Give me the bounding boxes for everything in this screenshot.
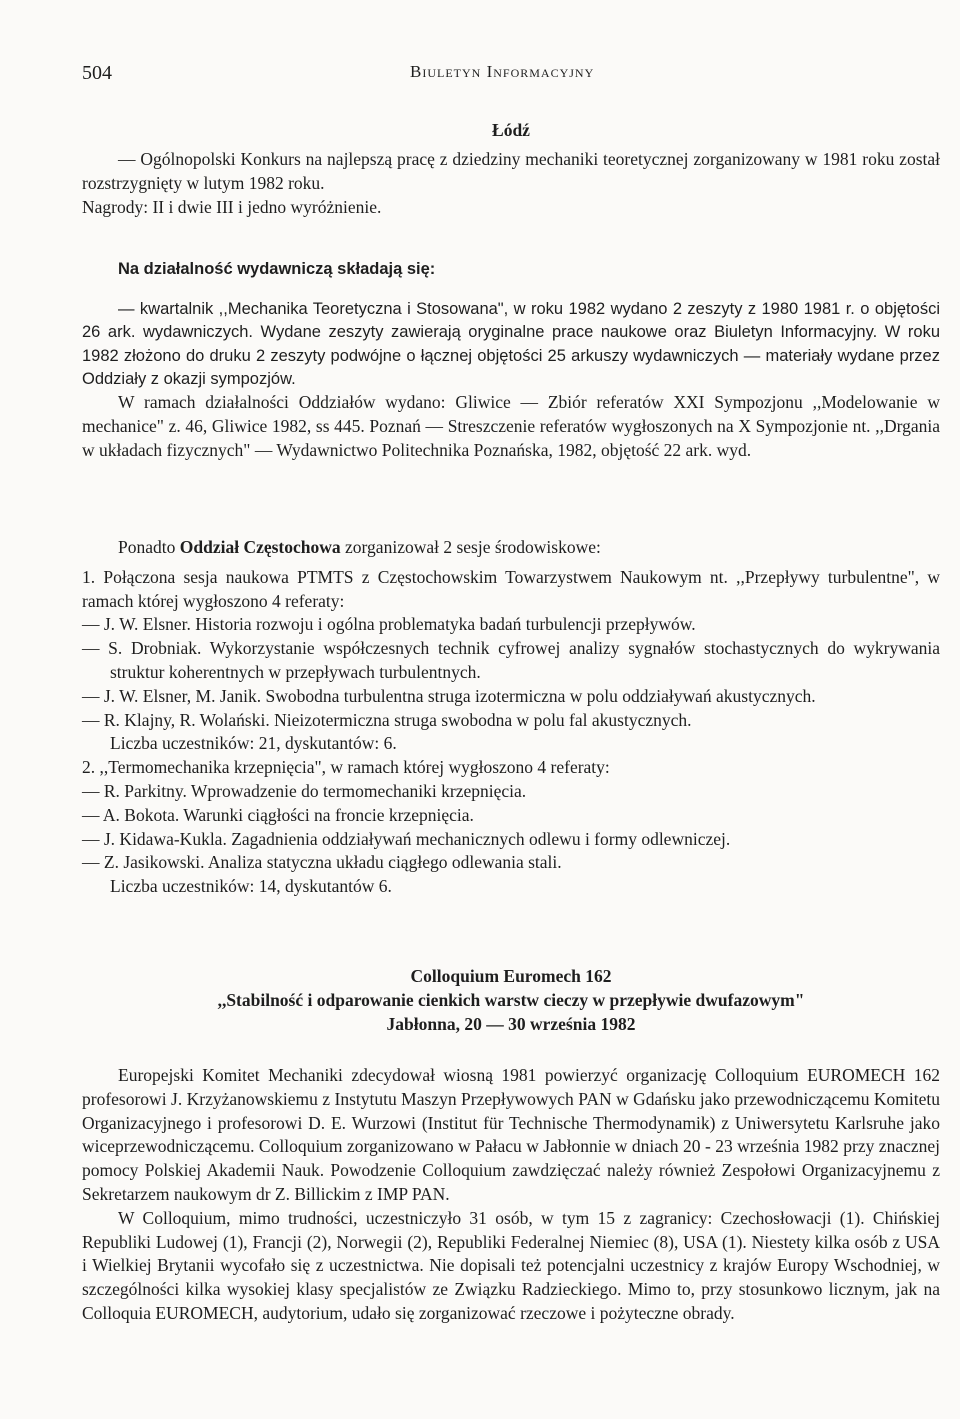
session-2-talk: — A. Bokota. Warunki ciągłości na froncie krzepnięcia. [82,804,474,825]
prizes-line: Nagrody: II i dwie III i jedno wyróżnienie. [82,196,382,217]
publishing-heading: Na działalność wydawniczą składają się: [118,260,436,278]
session-2-title: 2. ,,Termomechanika krzepnięcia", w ramach której wygłoszono 4 referaty: [82,757,610,778]
czestochowa-intro [82,536,940,560]
euromech-section [82,964,940,1326]
lodz-heading: Łódź [492,120,530,140]
euromech-paragraph: Europejski Komitet Mechaniki zdecydował wiosną 1981 powierzyć organizację Colloquium EUROMECH 162 profesorowi J. Krzyżanowskiemu z Instytutu Maszyn Przepływowych PAN w Gdańsku jako przewodniczącemu Komitetu Organizacyjnego i profesorowi D. E. Wurzowi (Institut für Technische Thermodynamik) z Uniwersytetu Karlsruhe jako wiceprzewodniczącemu. Colloquium zorganizowano w Pałacu w Jabłonnie w dniach 20 - 23 września 1982 przy znacznej pomocy Polskiej Akademii Nauk. Powodzenie Colloquium zawdzięczać należy również Zespołowi Organizacyjnemu z Sekretarzem naukowym dr Z. Billickim z IMP PAN. [82,1065,940,1204]
session-1-talk: — J. W. Elsner. Historia rozwoju i ogólna problematyka badań turbulencji przepływów. [82,614,696,635]
session-1-title: 1. Połączona sesja naukowa PTMTS z Częstochowskim Towarzystwem Naukowym nt. ,,Przepływy turbulentne", w ramach której wygłoszono 4 referaty: [82,566,940,611]
session-1-stats: Liczba uczestników: 21, dyskutantów: 6. [110,733,397,754]
session-1-talk: — R. Klajny, R. Wolański. Nieizotermiczna struga swobodna w polu fal akustycznych. [82,709,692,730]
quarterly-paragraph: — kwartalnik ,,Mechanika Teoretyczna i Stosowana", w roku 1982 wydano 2 zeszyty z 1980 1981 r. o objętości 26 ark. wydawniczych. Wydane zeszyty zawierają oryginalne prace naukowe oraz Biuletyn Informacyjny. W roku 1982 złożono do druku 2 zeszyty podwójne o łącznej objętości 25 arkuszy wydawniczych — materiały wydane przez Oddziały z okazji sympozjów. [82,299,940,389]
czestochowa-intro-prefix: Ponadto [118,537,180,557]
page-number: 504 [82,62,112,84]
euromech-subtitle: ,,Stabilność i odparowanie cienkich warstw cieczy w przepływie dwufazowym" [217,990,805,1010]
running-title: Biuletyn Informacyjny [410,62,595,81]
publishing-section [82,258,940,463]
session-2-stats: Liczba uczestników: 14, dyskutantów 6. [110,876,392,897]
euromech-paragraph: W Colloquium, mimo trudności, uczestniczyło 31 osób, w tym 15 z zagranicy: Czechosłowacji (1). Chińskiej Republiki Ludowej (1), Francji (2), Norwegii (2), Republiki Federalnej Niemiec (8), USA (1). Niestety kilka osób z USA i Wielkiej Brytanii wycofało się z uczestnictwa. Nie dopisali też potencjalni uczestnicy z krajów Europy Wschodniej, w szczególności kilka wysokiej klasy specjalistów ze Związku Radzieckiego. Mimo to, przy stosunkowo licznym, jak na Colloquia EUROMECH, audytorium, udało się zorganizować rzeczowe i pożyteczne obrady. [82,1207,940,1323]
lodz-section [82,118,940,219]
euromech-place-date: Jabłonna, 20 — 30 września 1982 [386,1014,636,1034]
session-2-talk: — J. Kidawa-Kukla. Zagadnienia oddziaływań mechanicznych odlewu i formy odlewniczej. [82,828,731,849]
session-2-talk: — R. Parkitny. Wprowadzenie do termomechaniki krzepnięcia. [82,780,527,801]
euromech-title: Colloquium Euromech 162 [410,966,612,986]
contest-paragraph: — Ogólnopolski Konkurs na najlepszą pracę z dziedziny mechaniki teoretycznej zorganizowany w 1981 roku został rozstrzygnięty w lutym 1982 roku. [82,149,940,193]
session-1-talk: — S. Drobniak. Wykorzystanie współczesnych technik cyfrowej analizy sygnałów stochastycznych do wykrywania struktur koherentnych w przepływach turbulentnych. [82,638,940,682]
session-1-talk: — J. W. Elsner, M. Janik. Swobodna turbulentna struga izotermiczna w polu oddziaływań akustycznych. [82,685,816,706]
branch-publications-paragraph: W ramach działalności Oddziałów wydano: Gliwice — Zbiór referatów XXI Sympozjonu ,,Modelowanie w mechanice" z. 46, Gliwice 1982, ss 445. Poznań — Streszczenie referatów wygłoszonych na X Sympozjonie nt. ,,Drgania w układach fizycznych" — Wydawnictwo Politechnika Poznańska, 1982, objętość 22 ark. wyd. [82,392,940,461]
czestochowa-branch-name: Oddział Częstochowa [179,537,341,557]
czestochowa-section [82,536,940,899]
czestochowa-intro-suffix: zorganizował 2 sesje środowiskowe: [340,537,601,557]
session-2-talk: — Z. Jasikowski. Analiza statyczna układu ciągłego odlewania stali. [82,852,562,873]
